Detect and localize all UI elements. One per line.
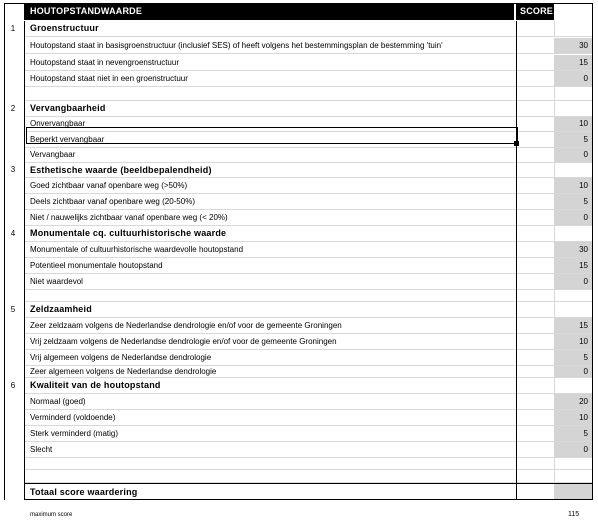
col-gridline — [554, 458, 555, 470]
col-gridline — [554, 163, 555, 178]
header-title: HOUTOPSTANDWAARDE — [30, 6, 143, 16]
table-row — [0, 334, 598, 350]
item-label: Beperkt vervangbaar — [30, 134, 105, 144]
section-title: Kwaliteit van de houtopstand — [30, 380, 161, 390]
table-row — [0, 38, 598, 54]
item-label: Niet / nauwelijks zichtbaar vanaf openbare weg (< 20%) — [30, 212, 228, 222]
table-row — [0, 394, 598, 410]
item-score: 0 — [583, 150, 588, 159]
section-title: Vervangbaarheid — [30, 103, 106, 113]
item-score: 5 — [583, 428, 588, 438]
frame-top — [4, 3, 593, 4]
col-gridline — [554, 470, 555, 483]
item-label: Goed zichtbaar vanaf openbare weg (>50%) — [30, 180, 188, 190]
section-title: Esthetische waarde (beeldbepalendheid) — [30, 164, 212, 175]
item-label: Vrij algemeen volgens de Nederlandse dendrologie — [30, 352, 212, 362]
table-row — [0, 242, 598, 258]
frame-left — [4, 3, 5, 500]
item-score: 10 — [579, 180, 588, 190]
header-score-label: SCORE — [520, 6, 554, 16]
item-label: Monumentale of cultuurhistorische waardevolle houtopstand — [30, 244, 244, 254]
total-label: Totaal score waardering — [30, 487, 138, 497]
section-row — [0, 302, 598, 318]
item-label: Zeer algemeen volgens de Nederlandse dendrologie — [30, 367, 217, 376]
blank-row — [0, 290, 598, 302]
item-score: 0 — [583, 212, 588, 222]
item-label: Deels zichtbaar vanaf openbare weg (20-50%) — [30, 196, 195, 206]
item-score: 0 — [583, 276, 588, 286]
table-row — [0, 410, 598, 426]
table-row — [0, 426, 598, 442]
blank-row — [0, 458, 598, 470]
section-title: Monumentale cq. cultuurhistorische waarde — [30, 228, 227, 238]
section-row — [0, 101, 598, 117]
item-score: 5 — [583, 196, 588, 206]
total-left-border — [24, 483, 25, 500]
item-score: 30 — [579, 244, 588, 254]
item-score: 0 — [583, 444, 588, 454]
footer-value: 115 — [568, 511, 580, 518]
col-gridline — [554, 302, 555, 318]
item-score: 5 — [583, 134, 588, 144]
table-row — [0, 148, 598, 163]
table-row — [0, 274, 598, 290]
item-label: Houtopstand staat in nevengroenstructuur — [30, 57, 179, 67]
total-bottom-border — [24, 499, 592, 500]
col-gridline — [554, 101, 555, 117]
footer-label: maximum score — [30, 512, 73, 518]
selected-cell[interactable] — [26, 127, 518, 144]
frame-right — [592, 3, 593, 500]
item-score: 10 — [579, 336, 588, 346]
section-title: Zeldzaamheid — [30, 304, 92, 314]
item-label: Onvervangbaar — [30, 119, 86, 128]
item-score: 30 — [579, 40, 588, 50]
item-score: 15 — [579, 320, 588, 330]
item-score: 15 — [579, 260, 588, 270]
section-number: 3 — [10, 165, 16, 174]
table-row — [0, 71, 598, 87]
item-score: 15 — [579, 57, 588, 67]
total-score-cell[interactable] — [554, 484, 592, 499]
item-score: 0 — [583, 73, 588, 83]
frame-col-score — [516, 21, 517, 483]
section-row — [0, 163, 598, 178]
section-row — [0, 378, 598, 394]
col-gridline — [554, 378, 555, 394]
total-top-border — [24, 483, 592, 484]
table-row — [0, 258, 598, 274]
col-gridline — [554, 21, 555, 37]
row-gridline — [24, 36, 592, 37]
section-number: 5 — [10, 304, 16, 314]
table-row — [0, 178, 598, 194]
item-score: 5 — [583, 352, 588, 362]
col-gridline — [554, 87, 555, 101]
table-row — [0, 194, 598, 210]
item-label: Vervangbaar — [30, 150, 76, 159]
item-label: Zeer zeldzaam volgens de Nederlandse dendrologie en/of voor de gemeente Groningen — [30, 320, 342, 330]
item-label: Niet waardevol — [30, 276, 83, 286]
item-label: Vrij zeldzaam volgens de Nederlandse dendrologie en/of voor de gemeente Groningen — [30, 336, 337, 346]
item-score: 20 — [579, 396, 588, 406]
blank-row — [0, 87, 598, 101]
row-gridline — [24, 53, 592, 54]
section-number: 4 — [10, 228, 16, 238]
total-mid-border — [516, 483, 517, 500]
table-row — [0, 366, 598, 378]
section-number: 6 — [10, 380, 16, 390]
table-row — [0, 55, 598, 71]
item-label: Houtopstand staat in basisgroenstructuur (inclusief SES) of heeft volgens het bestemmingsplan de bestemming 'tuin' — [30, 40, 443, 50]
table-row — [0, 318, 598, 334]
item-label: Sterk verminderd (matig) — [30, 428, 119, 438]
item-label: Normaal (goed) — [30, 396, 86, 406]
item-label: Houtopstand staat niet in een groenstructuur — [30, 73, 188, 83]
table-row — [0, 210, 598, 226]
section-number: 2 — [10, 103, 16, 113]
table-row — [0, 350, 598, 366]
section-title: Groenstructuur — [30, 23, 99, 33]
col-gridline — [554, 290, 555, 302]
item-score: 10 — [579, 119, 588, 128]
table-row — [0, 442, 598, 458]
item-score: 10 — [579, 412, 588, 422]
section-row — [0, 226, 598, 242]
item-score: 0 — [583, 367, 588, 376]
section-row — [0, 21, 598, 37]
blank-row — [0, 470, 598, 483]
section-number: 1 — [10, 23, 16, 33]
item-label: Potentieel monumentale houtopstand — [30, 260, 163, 270]
frame-col-a — [24, 21, 25, 483]
item-label: Verminderd (voldoende) — [30, 412, 116, 422]
item-label: Slecht — [30, 444, 53, 454]
col-gridline — [554, 226, 555, 242]
